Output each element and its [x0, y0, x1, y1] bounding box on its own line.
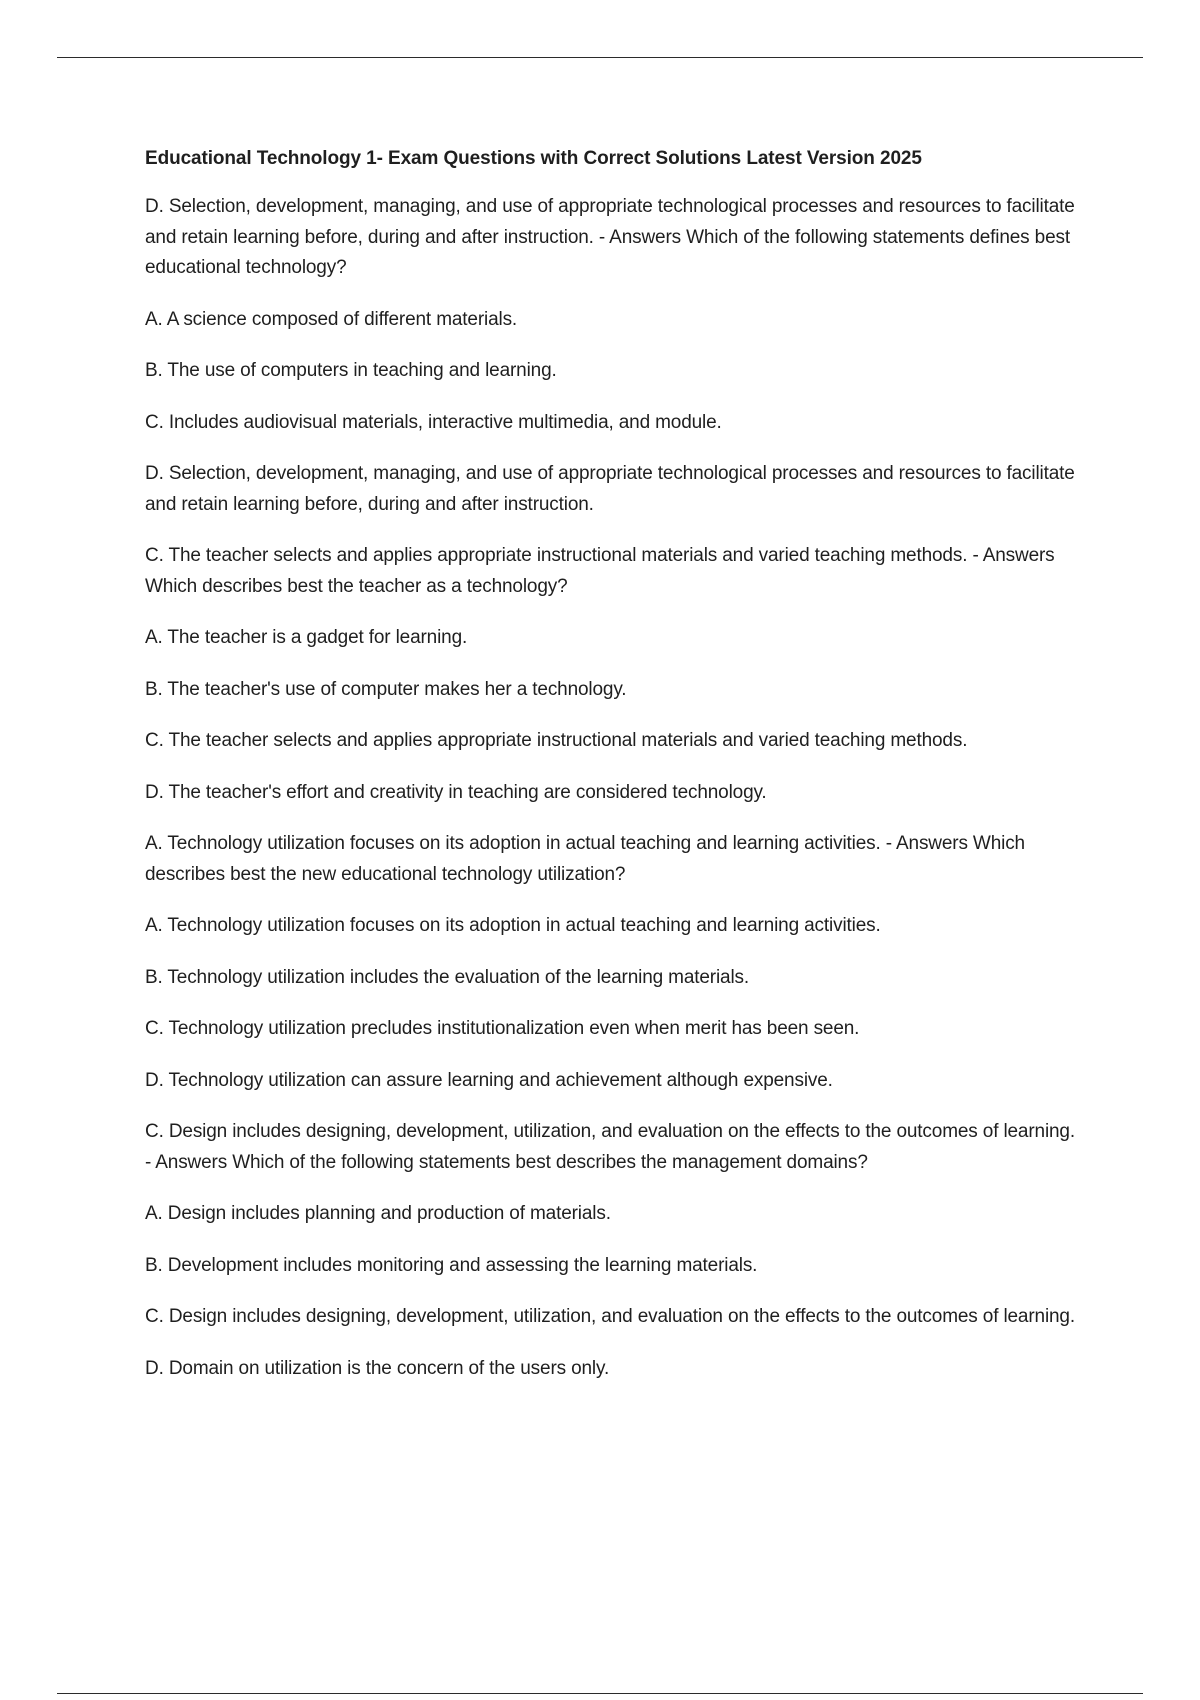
- option-1a: A. A science composed of different materials.: [145, 308, 518, 330]
- question-answer-3: A. Technology utilization focuses on its adoption in actual teaching and learning activities. - Answers Which describes best the new educational technology utilization?: [145, 833, 1025, 885]
- option-2a: A. The teacher is a gadget for learning.: [145, 627, 468, 648]
- option-3c: C. Technology utilization precludes institutionalization even when merit has been seen.: [145, 1018, 860, 1039]
- document-title: Educational Technology 1- Exam Questions with Correct Solutions Latest Version 2025: [145, 148, 922, 169]
- option-4b: B. Development includes monitoring and assessing the learning materials.: [145, 1254, 758, 1276]
- option-3d: D. Technology utilization can assure learning and achievement although expensive.: [145, 1069, 833, 1091]
- question-answer-2: C. The teacher selects and applies appropriate instructional materials and varied teaching methods. - Answers Which describes best the teacher as a technology?: [145, 545, 1055, 597]
- option-3a: A. Technology utilization focuses on its adoption in actual teaching and learning activities.: [145, 915, 881, 936]
- option-2c: C. The teacher selects and applies appropriate instructional materials and varied teaching methods.: [145, 730, 968, 751]
- document-body: [145, 144, 1085, 1405]
- question-answer-4: C. Design includes designing, development, utilization, and evaluation on the effects to the outcomes of learning. - Answers Which of the following statements best describes the management domains?: [145, 1121, 1075, 1173]
- option-4c: C. Design includes designing, development, utilization, and evaluation on the effects to the outcomes of learning.: [145, 1306, 1075, 1327]
- footer-rule: [57, 1693, 1143, 1694]
- option-4a: A. Design includes planning and production of materials.: [145, 1203, 611, 1224]
- option-2d: D. The teacher's effort and creativity in teaching are considered technology.: [145, 781, 767, 803]
- option-4d: D. Domain on utilization is the concern of the users only.: [145, 1357, 610, 1379]
- option-3b: B. Technology utilization includes the evaluation of the learning materials.: [145, 966, 750, 988]
- option-1b: B. The use of computers in teaching and learning.: [145, 360, 557, 381]
- header-rule: [57, 57, 1143, 58]
- option-1c: C. Includes audiovisual materials, interactive multimedia, and module.: [145, 411, 722, 433]
- option-1d: D. Selection, development, managing, and use of appropriate technological processes and resources to facilitate and retain learning before, during and after instruction.: [145, 463, 1075, 515]
- question-answer-1: D. Selection, development, managing, and use of appropriate technological processes and resources to facilitate and retain learning before, during and after instruction. - Answers Which of the following statements defines best educational technology?: [145, 196, 1075, 278]
- option-2b: B. The teacher's use of computer makes her a technology.: [145, 678, 627, 700]
